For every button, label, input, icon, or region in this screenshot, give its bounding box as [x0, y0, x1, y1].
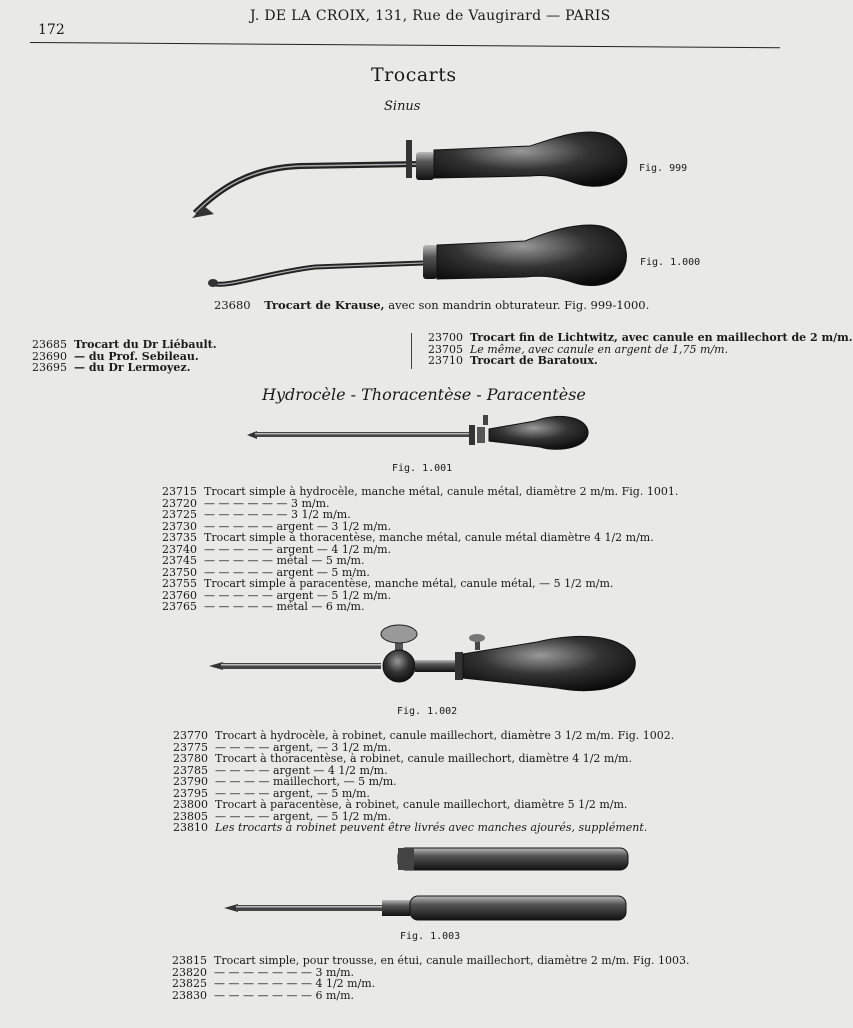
- section-sinus: Sinus: [384, 99, 421, 114]
- trocar-999-illustration: [190, 128, 630, 223]
- list-item: 23825 — — — — — — — 4 1/2 m/m.: [172, 977, 376, 990]
- krause-name: Trocart de Krause,: [264, 298, 385, 312]
- fig-1003-label: Fig. 1.003: [400, 931, 461, 942]
- fig-1001-label: Fig. 1.001: [392, 463, 453, 474]
- list-item: 23735 Trocart simple à thoracentèse, manche métal, canule métal diamètre 4 1/2 m/m.: [162, 531, 654, 544]
- trocar-1001-illustration: [245, 411, 590, 459]
- list-item: 23760 — — — — — argent — 5 1/2 m/m.: [162, 588, 392, 602]
- list-item: 23690 — du Prof. Sebileau.: [32, 349, 199, 363]
- left-product-list: [32, 339, 217, 374]
- list-item: 23790 — — — — maillechort, — 5 m/m.: [173, 775, 397, 788]
- header-rule: [30, 42, 780, 48]
- list-item: 23805 — — — — argent, — 5 1/2 m/m.: [173, 809, 392, 823]
- list-item: 23755 Trocart simple à paracentèse, manche métal, canule métal, — 5 1/2 m/m.: [162, 577, 614, 590]
- list-item: 23725 — — — — — — 3 1/2 m/m.: [162, 508, 351, 521]
- fig-1002-label: Fig. 1.002: [397, 706, 458, 717]
- trousse-list: [172, 955, 690, 1001]
- list-item: 23795 — — — — argent, — 5 m/m.: [173, 786, 370, 800]
- krause-caption: [214, 298, 649, 312]
- list-item: 23685 Trocart du Dr Liébault.: [32, 338, 217, 351]
- list-item: 23830 — — — — — — — 6 m/m.: [172, 988, 355, 1002]
- page-number: 172: [38, 22, 65, 38]
- krause-rest: avec son mandrin obturateur. Fig. 999-1000.: [384, 298, 650, 312]
- page-title: Trocarts: [371, 64, 457, 86]
- krause-code: 23680: [214, 298, 251, 312]
- list-item: 23800 Trocart à paracentèse, à robinet, canule maillechort, diamètre 5 1/2 m/m.: [173, 798, 628, 811]
- column-divider: [411, 333, 412, 369]
- list-item: 23695 — du Dr Lermoyez.: [32, 361, 191, 374]
- robinet-list: [173, 730, 674, 834]
- right-product-list: [428, 332, 853, 367]
- list-item: 23765 — — — — — métal — 6 m/m.: [162, 600, 365, 613]
- fig-1000-label: Fig. 1.000: [640, 257, 701, 268]
- trocar-1002-illustration: [207, 620, 637, 700]
- list-item: 23750 — — — — — argent — 5 m/m.: [162, 565, 370, 579]
- hydrocele-simple-list: [162, 486, 678, 613]
- list-item: 23715 Trocart simple à hydrocèle, manche métal, canule métal, diamètre 2 m/m. Fig. 1001.: [162, 485, 679, 498]
- list-item: 23770 Trocart à hydrocèle, à robinet, canule maillechort, diamètre 3 1/2 m/m. Fig. 1002.: [173, 729, 675, 742]
- list-item: 23815 Trocart simple, pour trousse, en étui, canule maillechort, diamètre 2 m/m. Fig. 1003.: [172, 954, 690, 967]
- running-head: J. DE LA CROIX, 131, Rue de Vaugirard — PARIS: [250, 8, 611, 24]
- list-item: 23785 — — — — argent — 4 1/2 m/m.: [173, 763, 388, 777]
- trocar-1003-illustration: [222, 842, 632, 924]
- trocar-1000-illustration: [205, 223, 630, 298]
- list-item: 23745 — — — — — métal — 5 m/m.: [162, 554, 365, 567]
- fig-999-label: Fig. 999: [639, 163, 688, 174]
- list-item: 23720 — — — — — — 3 m/m.: [162, 496, 330, 510]
- list-item: 23705 Le même, avec canule en argent de 1,75 m/m.: [428, 342, 729, 356]
- list-item: 23780 Trocart à thoracentèse, à robinet, canule maillechort, diamètre 4 1/2 m/m.: [173, 752, 632, 765]
- list-item: 23730 — — — — — argent — 3 1/2 m/m.: [162, 519, 392, 533]
- list-item: 23775 — — — — argent, — 3 1/2 m/m.: [173, 740, 392, 754]
- list-item: 23710 Trocart de Baratoux.: [428, 354, 598, 367]
- list-item: 23740 — — — — — argent — 4 1/2 m/m.: [162, 542, 392, 556]
- list-item: 23810 Les trocarts à robinet peuvent être livrés avec manches ajourés, supplément.: [173, 821, 648, 834]
- section-hydrocele: Hydrocèle - Thoracentèse - Paracentèse: [262, 385, 586, 404]
- list-item: 23820 — — — — — — — 3 m/m.: [172, 965, 355, 979]
- list-item: 23700 Trocart fin de Lichtwitz, avec canule en maillechort de 2 m/m.: [428, 331, 853, 344]
